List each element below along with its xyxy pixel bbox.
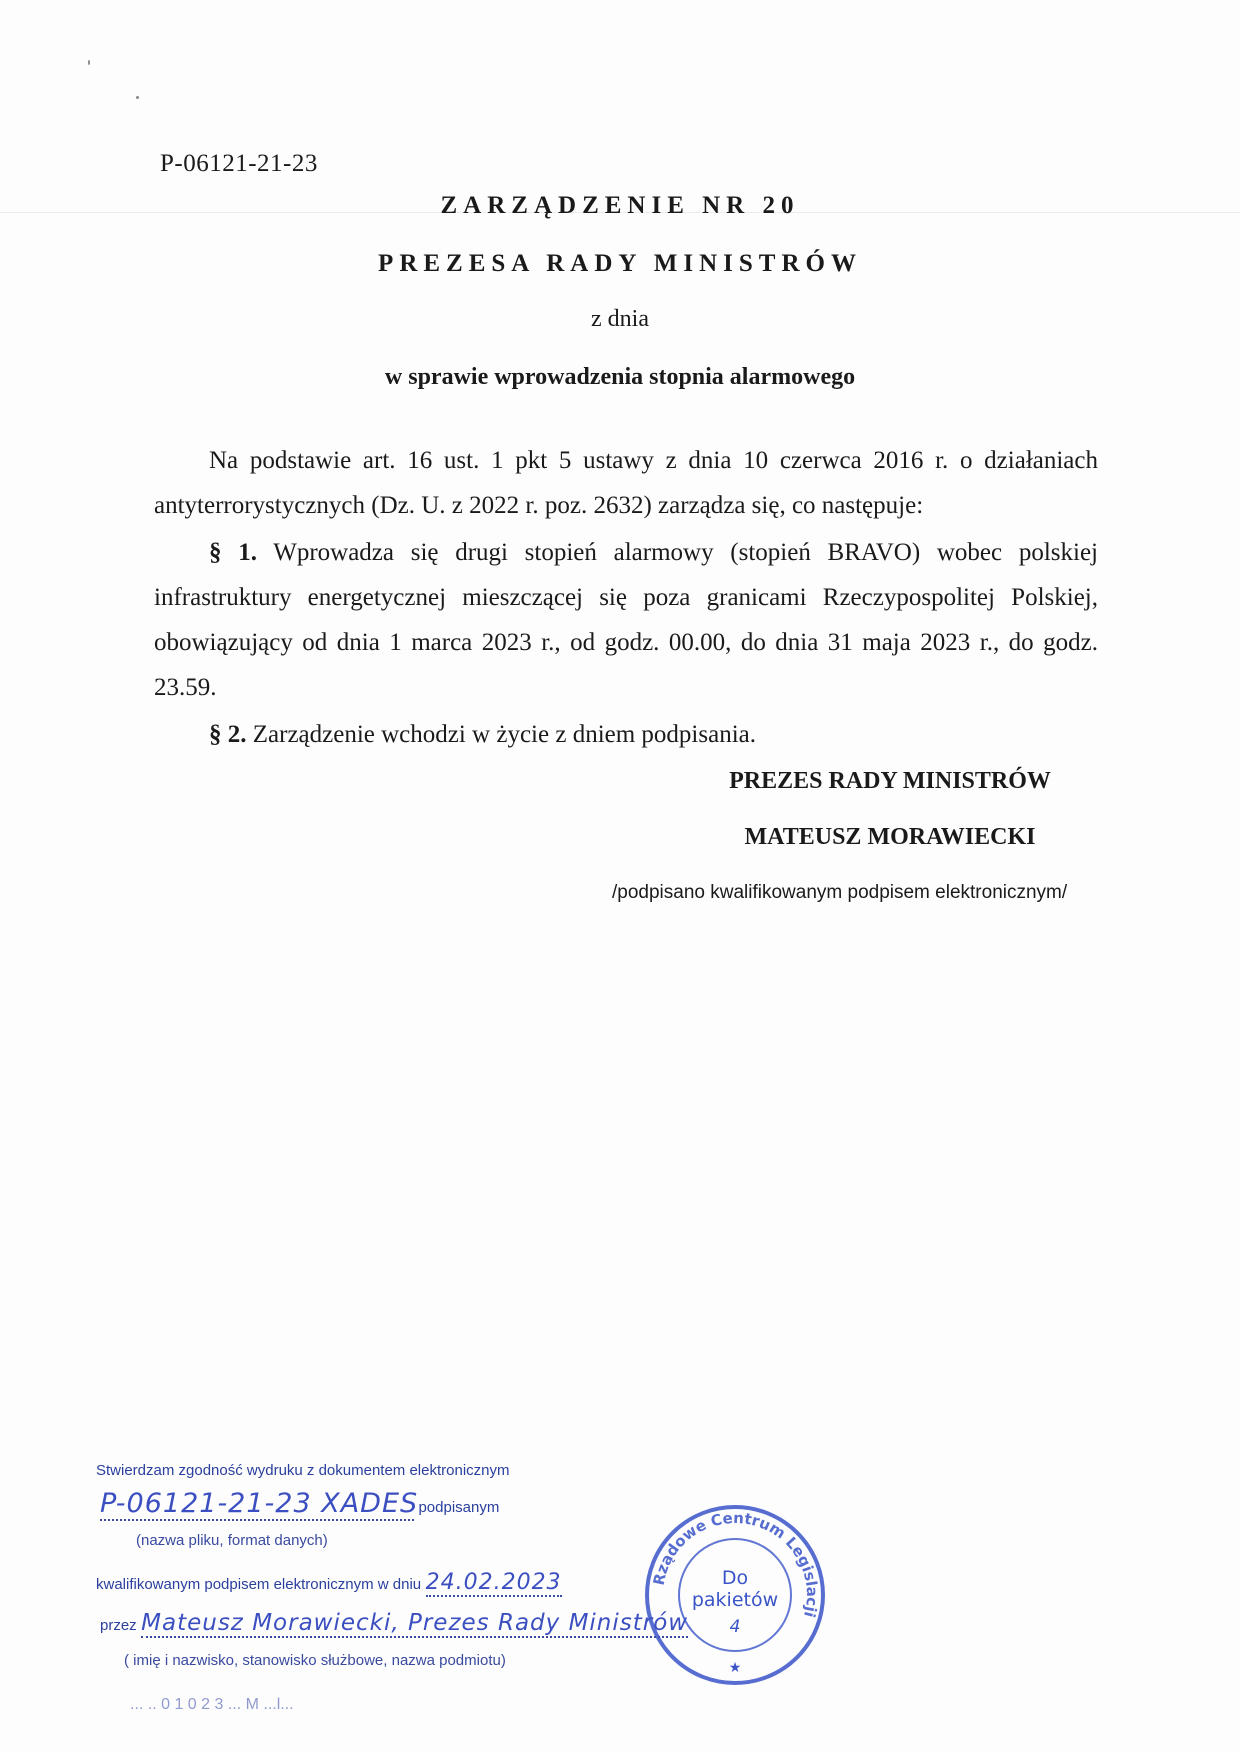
by-value: Mateusz Morawiecki, Prezes Rady Ministrów xyxy=(141,1610,689,1636)
date-value: 24.02.2023 xyxy=(425,1570,562,1595)
paragraph-marker: § 2. xyxy=(209,721,247,748)
scan-speck xyxy=(136,96,139,99)
paragraph-text: Wprowadza się drugi stopień alarmowy (stopień BRAVO) wobec polskiej infrastruktury energetycznej mieszczącej się poza granicami Rzeczypospolitej Polskiej, obowiązujący od dnia 1 marca 2023 r., od godz. 00.00, do dnia 31 maja 2023 r., do godz. 23.59. xyxy=(154,539,1098,701)
document-issuer: PREZESA RADY MINISTRÓW xyxy=(378,250,862,277)
by-prefix: przez xyxy=(100,1617,137,1634)
preamble: Na podstawie art. 16 ust. 1 pkt 5 ustawy z dnia 10 czerwca 2016 r. o działaniach antyterrorystycznych (Dz. U. z 2022 r. poz. 2632) zarządza się, co następuje: xyxy=(154,447,1098,519)
paragraph-1 xyxy=(154,530,1098,710)
date-row xyxy=(96,1570,562,1597)
document-body xyxy=(154,438,1098,759)
file-caption: (nazwa pliku, format danych) xyxy=(136,1532,328,1549)
file-suffix: podpisanym xyxy=(418,1499,500,1516)
reference-number: P-06121-21-23 xyxy=(160,150,318,177)
date-prefix: kwalifikowanym podpisem elektronicznym w dniu xyxy=(96,1576,422,1593)
file-line xyxy=(100,1488,499,1521)
by-caption: ( imię i nazwisko, stanowisko służbowe, nazwa podmiotu) xyxy=(124,1652,506,1669)
paragraph-text: Zarządzenie wchodzi w życie z dniem podpisania. xyxy=(246,721,756,748)
stamp-ring-text: Rządowe Centrum Legislacji xyxy=(649,1508,822,1620)
document-title: ZARZĄDZENIE NR 20 xyxy=(440,192,800,219)
scan-speck xyxy=(88,60,90,65)
stamp-center-number: 4 xyxy=(729,1617,741,1637)
stamp-center-text-2: pakietów xyxy=(691,1589,779,1611)
cut-off-line: ... .. 0 1 0 2 3 ... M ...l... xyxy=(130,1696,294,1713)
stamp-center-text-1: Do xyxy=(721,1567,749,1589)
signature-title: PREZES RADY MINISTRÓW xyxy=(729,768,1051,794)
star-icon: ★ xyxy=(728,1660,742,1676)
signature-name: MATEUSZ MORAWIECKI xyxy=(744,824,1036,850)
certification-line: Stwierdzam zgodność wydruku z dokumentem elektronicznym xyxy=(96,1462,510,1479)
paragraph-marker: § 1. xyxy=(209,539,257,566)
by-row xyxy=(100,1610,688,1638)
round-stamp xyxy=(640,1500,830,1690)
date-line: z dnia xyxy=(591,306,649,332)
signature-note: /podpisano kwalifikowanym podpisem elektronicznym/ xyxy=(612,882,1068,903)
file-value: P-06121-21-23 XADES xyxy=(100,1488,419,1519)
document-subject: w sprawie wprowadzenia stopnia alarmowego xyxy=(384,364,856,390)
paragraph-2 xyxy=(154,712,1098,757)
